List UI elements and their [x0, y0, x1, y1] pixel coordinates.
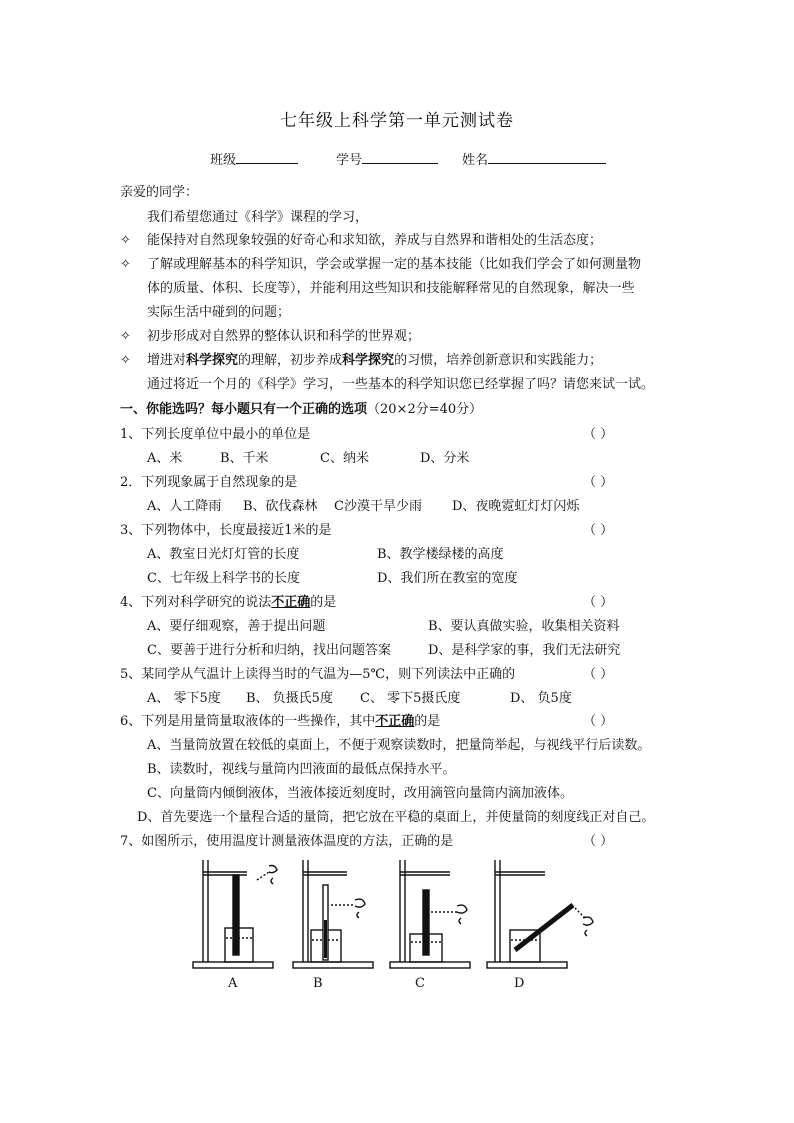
answer-blank-3[interactable]: （ ） — [583, 523, 614, 538]
bullet-text: 实际生活中碰到的问题； — [147, 305, 291, 320]
setup-b — [293, 860, 373, 968]
figure-label-a: A — [228, 976, 238, 991]
id-blank[interactable] — [362, 151, 438, 164]
bullet-icon: ✧ — [120, 353, 131, 368]
class-field — [210, 151, 298, 170]
thermometer-figure — [185, 850, 605, 1000]
q2-option-c: C沙漠干旱少雨 — [334, 499, 422, 514]
q1-option-a: A、米 — [147, 451, 183, 466]
class-label: 班级 — [210, 153, 237, 168]
q6-option-a: A、当量筒放置在较低的桌面上，不便于观察读数时，把量筒举起，与视线平行后读数。 — [147, 738, 651, 753]
q5-option-a: A、 零下5度 — [147, 691, 221, 706]
bullet-icon: ✧ — [120, 257, 131, 272]
q5-option-d: D、 负5度 — [510, 691, 572, 706]
answer-blank-1[interactable]: （ ） — [583, 427, 614, 442]
q1-option-d: D、分米 — [420, 451, 470, 466]
question-2: 2．下列现象属于自然现象的是 — [120, 475, 298, 490]
bullet-text: 了解或理解基本的科学知识，学会或掌握一定的基本技能（比如我们学会了如何测量物 — [147, 257, 642, 272]
q3-option-c: C、七年级上科学书的长度 — [147, 571, 300, 586]
q1-option-b: B、千米 — [220, 451, 269, 466]
q4-option-d: D、是科学家的事，我们无法研究 — [428, 643, 621, 658]
q2-option-a: A、人工降雨 — [147, 499, 222, 514]
question-4: 4、下列对科学研究的说法不正确的是 — [120, 595, 337, 610]
bullet-icon: ✧ — [120, 233, 131, 248]
bullet-text-inquiry: 增进对科学探究的理解，初步养成科学探究的习惯，培养创新意识和实践能力； — [147, 353, 603, 368]
q1-option-c: C、纳米 — [320, 451, 369, 466]
figure-label-b: B — [313, 976, 323, 991]
setup-c — [390, 860, 470, 968]
figure-label-c: C — [415, 976, 425, 991]
bullet-text: 能保持对自然现象较强的好奇心和求知欲，养成与自然界和谐相处的生活态度； — [147, 233, 603, 248]
id-label: 学号 — [336, 153, 363, 168]
answer-blank-4[interactable]: （ ） — [583, 595, 614, 610]
stand-base-icon — [193, 962, 273, 968]
answer-blank-7[interactable]: （ ） — [583, 834, 614, 849]
bullet-text: 体的质量、体积、长度等），并能利用这些知识和技能解释常见的自然现象，解决一些 — [147, 281, 635, 296]
q2-option-b: B、砍伐森林 — [243, 499, 318, 514]
q6-option-d: D、首先要选一个量程合适的量筒，把它放在平稳的桌面上，并使量筒的刻度线正对自己。 — [137, 810, 655, 825]
thermometer-icon — [233, 875, 239, 955]
q3-option-b: B、教学楼绿楼的高度 — [377, 547, 504, 562]
question-5: 5、某同学从气温计上读得当时的气温为—5℃，则下列读法中正确的 — [120, 667, 516, 682]
answer-blank-5[interactable]: （ ） — [583, 667, 614, 682]
question-1: 1、下列长度单位中最小的单位是 — [120, 427, 311, 442]
q2-option-d: D、夜晚霓虹灯灯闪烁 — [452, 499, 580, 514]
name-blank[interactable] — [488, 151, 606, 164]
q4-option-c: C、要善于进行分析和归纳，找出问题答案 — [147, 643, 391, 658]
q4-option-b: B、要认真做实验，收集相关资料 — [428, 619, 620, 634]
name-field — [462, 151, 606, 170]
setup-a — [193, 860, 277, 968]
question-6: 6、下列是用量筒量取液体的一些操作，其中不正确的是 — [120, 714, 441, 729]
closing-text: 通过将近一个月的《科学》学习，一些基本的科学知识您已经掌握了吗？请您来试一试。 — [147, 377, 655, 392]
q6-option-b: B、读数时，视线与量筒内凹液面的最低点保持水平。 — [147, 762, 456, 777]
bullet-text: 初步形成对自然界的整体认识和科学的世界观； — [147, 329, 421, 344]
q4-option-a: A、要仔细观察，善于提出问题 — [147, 619, 326, 634]
q3-option-d: D、我们所在教室的宽度 — [377, 571, 518, 586]
name-label: 姓名 — [462, 153, 489, 168]
page-title: 七年级上科学第一单元测试卷 — [280, 111, 514, 131]
answer-blank-6[interactable]: （ ） — [583, 714, 614, 729]
setup-d — [487, 860, 593, 968]
id-field — [336, 151, 438, 170]
q5-option-c: C、 零下5摄氏度 — [360, 691, 461, 706]
bullet-icon: ✧ — [120, 329, 131, 344]
figure-label-d: D — [514, 976, 525, 991]
question-3: 3、下列物体中，长度最接近1米的是 — [120, 523, 332, 538]
class-blank[interactable] — [236, 151, 298, 164]
q3-option-a: A、教室日光灯灯管的长度 — [147, 547, 300, 562]
intro-text: 我们希望您通过《科学》课程的学习， — [147, 210, 369, 225]
q6-option-c: C、向量筒内倾倒液体，当液体接近刻度时，改用滴管向量筒内滴加液体。 — [147, 786, 573, 801]
answer-blank-2[interactable]: （ ） — [583, 475, 614, 490]
greeting: 亲爱的同学： — [120, 185, 199, 200]
section-heading: 一、你能选吗？每小题只有一个正确的选项（20×2分=40分） — [120, 402, 483, 417]
q5-option-b: B、 负摄氏5度 — [246, 691, 333, 706]
question-7: 7、如图所示，使用温度计测量液体温度的方法，正确的是 — [120, 834, 454, 849]
eye-icon — [269, 866, 277, 885]
